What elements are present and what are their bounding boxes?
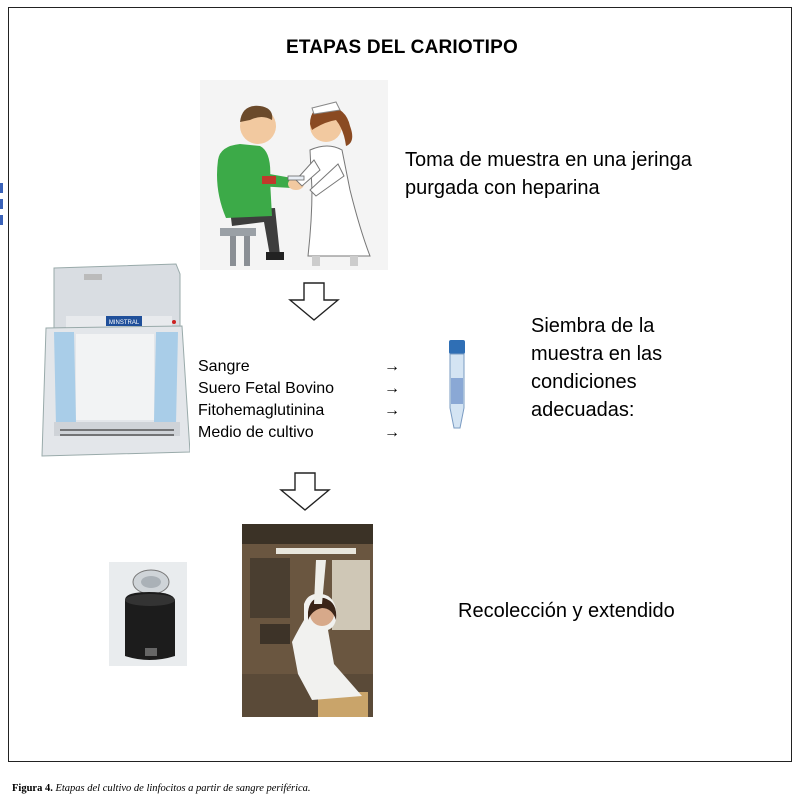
centrifuge-illustration [109, 562, 187, 666]
ingredient-suero-fetal-bovino: Suero Fetal Bovino [198, 380, 335, 397]
down-arrow-2 [279, 472, 331, 512]
diagram-title: ETAPAS DEL CARIOTIPO [285, 37, 519, 58]
down-arrow-1 [288, 282, 340, 322]
arrow-right-icon: → [384, 424, 400, 441]
laminar-flow-cabinet-illustration [40, 262, 190, 460]
ingredient-fitohemaglutinina: Fitohemaglutinina [198, 402, 325, 419]
ingredient-list [198, 356, 334, 444]
culture-tube-illustration [440, 338, 474, 434]
ingredient-sangre: Sangre [198, 358, 250, 375]
arrow-right-icon: → [384, 402, 400, 419]
arrow-right-icon: → [384, 358, 400, 375]
caption-text: Etapas del cultivo de linfocitos a partir de sangre periférica. [52, 783, 311, 794]
figure-caption [12, 783, 311, 794]
ingredient-medio-de-cultivo: Medio de cultivo [198, 424, 314, 441]
ingredient-arrows [384, 356, 400, 444]
step-sampling-text: Toma de muestra en una jeringa purgada con heparina [405, 149, 692, 199]
lab-photo [242, 524, 373, 717]
step-seeding-text: Siembra de la muestra en las condiciones adecuadas: [531, 315, 663, 421]
arrow-right-icon: → [384, 380, 400, 397]
cabinet-brand: MINSTRAL [108, 320, 140, 326]
caption-label: Figura 4. [12, 783, 53, 794]
blood-draw-illustration [200, 80, 388, 270]
step-harvest-text: Recolección y extendido [458, 600, 675, 622]
left-edge-marks [0, 183, 3, 231]
